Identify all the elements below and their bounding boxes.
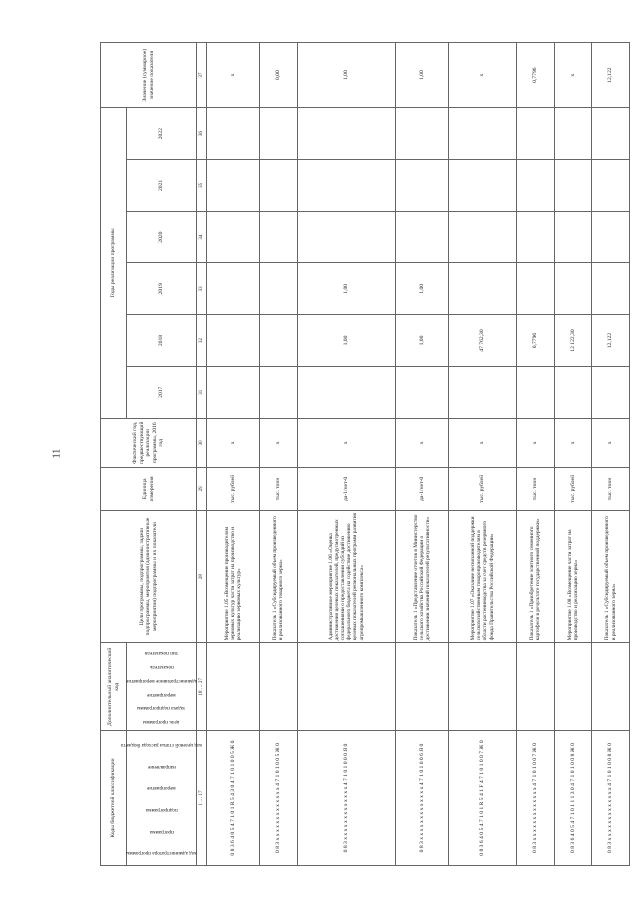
row-unit: тыс. рублей	[207, 468, 260, 511]
row-y2022	[516, 108, 554, 160]
header-event-c: мероприятие	[147, 691, 176, 698]
header-program: программа	[149, 828, 174, 835]
row-total: 0,00	[259, 43, 297, 108]
numbering-28: 28	[197, 510, 207, 643]
row-codes: 0 8 3 6 4 0 5 4 7 1 0 1 1 1 3 0 4 7 1 0 1 0 0 8 Ж 0	[554, 731, 592, 866]
row-analytic	[448, 643, 516, 731]
header-y2018: 2018	[127, 315, 197, 367]
numbering-33: 33	[197, 263, 207, 315]
row-fact: x	[297, 418, 395, 467]
row-y2018: 1,00	[297, 315, 395, 367]
row-unit: да-1/нет-0	[297, 468, 395, 511]
row-y2017	[516, 366, 554, 418]
row-fact: x	[554, 418, 592, 467]
row-y2020	[516, 211, 554, 263]
header-activity: мероприятие	[147, 785, 176, 792]
numbering-analytic: 18 … 27	[197, 643, 207, 731]
row-name: Показатель 1 «Субсидируемый объем произведенного и реализованного товарного зерна»	[259, 510, 297, 643]
row-y2022	[297, 108, 395, 160]
row-y2021	[448, 160, 516, 212]
row-y2017	[259, 366, 297, 418]
row-total: 0,7796	[516, 43, 554, 108]
row-y2019	[207, 263, 260, 315]
row-y2019: 1,00	[395, 263, 448, 315]
row-y2021	[395, 160, 448, 212]
row-unit: да-1/нет-0	[395, 468, 448, 511]
row-y2021	[297, 160, 395, 212]
row-unit: тыс. рублей	[554, 468, 592, 511]
header-years: Годы реализации программы	[101, 108, 127, 418]
row-y2022	[395, 108, 448, 160]
row-name: Показатель 1 «Представление отчетов в Министерство сельского хозяйства Российской Федерации о достижении значений показателей результативности»	[395, 510, 448, 643]
header-article: код целевой статьи расхода бюджета	[121, 741, 202, 748]
table-row	[259, 43, 297, 866]
row-y2020	[448, 211, 516, 263]
table-row	[297, 43, 395, 866]
row-y2019	[516, 263, 554, 315]
header-y2020: 2020	[127, 211, 197, 263]
rotated-table-wrapper	[100, 42, 630, 866]
row-name: Мероприятие 1.08 «Возмещение части затрат на производство и реализацию зерна»	[554, 510, 592, 643]
numbering-29: 29	[197, 468, 207, 511]
header-subprogram: подпрограмма	[145, 806, 178, 813]
row-name: Мероприятие 1.05 «Возмещение производителям зерновых культур части затрат на производство и реализацию зерновых культур»	[207, 510, 260, 643]
row-y2021	[516, 160, 554, 212]
row-codes: 0 8 3 x x x x x x x x x x x x x 4 7 1 0 1 0 0 5 Ж 0	[259, 731, 297, 866]
row-y2017	[592, 366, 630, 418]
row-y2020	[207, 211, 260, 263]
row-y2020	[259, 211, 297, 263]
header-fact-prev: Фактический год, предшествующий реализации программы, 2016 год	[101, 418, 197, 467]
row-fact: x	[592, 418, 630, 467]
header-y2017: 2017	[127, 366, 197, 418]
row-analytic	[516, 643, 554, 731]
numbering-codes: 1 … 17	[197, 731, 207, 866]
row-analytic	[395, 643, 448, 731]
row-total: 1,00	[395, 43, 448, 108]
row-fact: x	[516, 418, 554, 467]
row-unit: тыс. тонн	[592, 468, 630, 511]
header-unit: Единица измерения	[101, 468, 197, 511]
row-y2017	[297, 366, 395, 418]
row-analytic	[554, 643, 592, 731]
table-row	[448, 43, 516, 866]
row-y2020	[395, 211, 448, 263]
row-y2019	[592, 263, 630, 315]
numbering-34: 34	[197, 211, 207, 263]
row-codes: 0 8 3 6 4 0 5 4 7 1 0 1 R 5 4 3 0 4 7 1 0 1 0 0 5 Ж 0	[207, 731, 260, 866]
header-y2019: 2019	[127, 263, 197, 315]
row-analytic	[259, 643, 297, 731]
row-y2017	[554, 366, 592, 418]
row-y2018: 12 122,30	[554, 315, 592, 367]
row-fact: x	[448, 418, 516, 467]
row-y2018: 0,7796	[516, 315, 554, 367]
header-goal-c: цель программы	[143, 719, 180, 726]
row-y2020	[592, 211, 630, 263]
page-number: 11	[51, 448, 63, 459]
row-y2022	[554, 108, 592, 160]
row-name: Показатель 1 «Приобретение элитного семенного картофеля в результате государственной поддержки»	[516, 510, 554, 643]
numbering-32: 32	[197, 315, 207, 367]
row-name: Административное мероприятие 1.06 «Оценка достижения целевых показателей, предусмотренных соглашениями о предоставлении субсидий из федерального бюджета на содействие достижению целевых показателей региональных программ развития агропромышленного комплекса»	[297, 510, 395, 643]
numbering-35: 35	[197, 160, 207, 212]
header-type-c: тип показателя	[145, 650, 178, 657]
numbering-31: 31	[197, 366, 207, 418]
table-row	[554, 43, 592, 866]
row-total: x	[448, 43, 516, 108]
row-fact: x	[395, 418, 448, 467]
table-row	[516, 43, 554, 866]
row-y2019	[448, 263, 516, 315]
row-unit: тыс. тонн	[259, 468, 297, 511]
header-analytic-subcols	[127, 643, 197, 731]
row-total: x	[554, 43, 592, 108]
row-y2019	[259, 263, 297, 315]
header-indicator-c: показатель	[149, 664, 174, 671]
table-body	[207, 43, 630, 866]
numbering-37: 37	[197, 43, 207, 108]
table-row	[207, 43, 260, 866]
row-y2018	[207, 315, 260, 367]
header-admin: код администратора программы	[126, 850, 197, 857]
row-fact: x	[207, 418, 260, 467]
row-y2018: 12,122	[592, 315, 630, 367]
header-direction: направление	[147, 763, 176, 770]
row-y2020	[554, 211, 592, 263]
header-y2021: 2021	[127, 160, 197, 212]
row-y2021	[554, 160, 592, 212]
row-y2017	[448, 366, 516, 418]
header-admin-event: административное мероприятие	[125, 677, 198, 684]
row-y2021	[259, 160, 297, 212]
numbering-36: 36	[197, 108, 207, 160]
row-codes: 0 8 3 x x x x x x x x x x x x x 4 7 1 0 1 0 0 7 Ж 0	[516, 731, 554, 866]
header-y2022: 2022	[127, 108, 197, 160]
header-target: Значение (суммарное) значение показателя	[101, 43, 197, 108]
row-analytic	[592, 643, 630, 731]
program-table	[100, 42, 630, 866]
row-y2020	[297, 211, 395, 263]
row-y2019: 1,00	[297, 263, 395, 315]
row-y2017	[395, 366, 448, 418]
row-total: x	[207, 43, 260, 108]
row-y2018	[259, 315, 297, 367]
row-fact: x	[259, 418, 297, 467]
row-name: Показатель 1 «Субсидируемый объем произведенного и реализованного зерна»	[592, 510, 630, 643]
row-y2021	[207, 160, 260, 212]
row-codes: 0 8 3 x x x x x x x x x x x x x 4 7 1 0 1 0 0 6 Я 0	[395, 731, 448, 866]
row-codes: 0 8 3 x x x x x x x x x x x x x 4 7 1 0 1 0 0 8 Ж 0	[592, 731, 630, 866]
row-y2019	[554, 263, 592, 315]
row-codes: 0 8 3 x x x x x x x x x x x x x 4 7 1 0 1 0 0 0 Я 0	[297, 731, 395, 866]
row-total: 1,00	[297, 43, 395, 108]
row-y2017	[207, 366, 260, 418]
row-unit: тыс. тонн	[516, 468, 554, 511]
row-total: 12,122	[592, 43, 630, 108]
row-analytic	[297, 643, 395, 731]
row-y2018: 47 762,30	[448, 315, 516, 367]
row-analytic	[207, 643, 260, 731]
numbering-30: 30	[197, 418, 207, 467]
row-codes: 0 8 3 6 4 0 5 4 7 1 0 1 R 5 4 1 F 4 7 1 0 1 0 0 7 Ж 0	[448, 731, 516, 866]
row-y2022	[207, 108, 260, 160]
header-budget-codes: Коды бюджетной классификации	[101, 731, 127, 866]
header-analytic-code: Дополнительный аналитический код	[101, 643, 127, 731]
row-y2022	[592, 108, 630, 160]
row-name: Мероприятие 1.07 «Оказание несвязанной поддержки сельскохозяйственным товаропроизводителям в области растениеводства за счет средств резервного фонда Правительства Российской Федерации»	[448, 510, 516, 643]
row-y2021	[592, 160, 630, 212]
table-row	[395, 43, 448, 866]
row-y2022	[259, 108, 297, 160]
header-task-c: задача подпрограммы	[137, 705, 186, 712]
table-row	[592, 43, 630, 866]
row-y2018: 1,00	[395, 315, 448, 367]
header-goal: Цели программы, подпрограммы, задачи подпрограммы, мероприятия (административные мероприятия) подпрограммы и их показатели	[101, 510, 197, 643]
row-unit: тыс. рублей	[448, 468, 516, 511]
row-y2022	[448, 108, 516, 160]
